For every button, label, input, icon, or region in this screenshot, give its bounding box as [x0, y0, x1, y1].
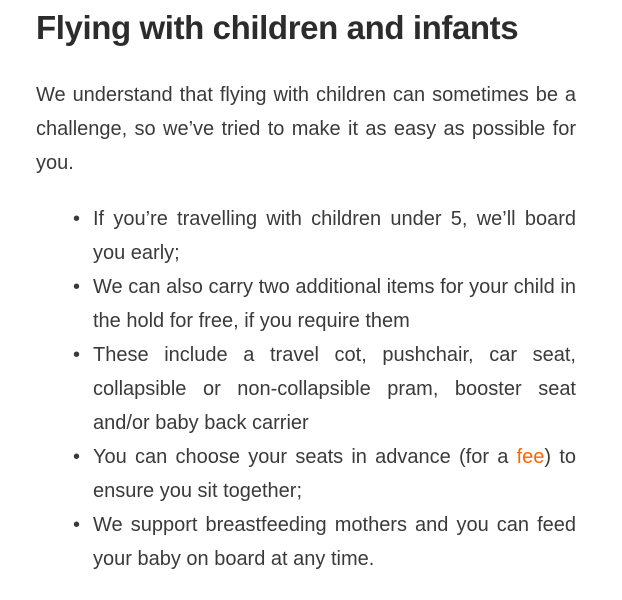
article-content — [36, 8, 576, 576]
bullet-icon: • — [73, 208, 81, 230]
list-item — [73, 338, 576, 440]
fee-link[interactable]: fee — [516, 446, 545, 468]
list-item-text: We can also carry two additional items for your child in the hold for free, if you require them — [93, 276, 576, 332]
bullet-icon: • — [73, 344, 81, 366]
info-list — [36, 202, 576, 576]
list-item — [73, 270, 576, 338]
list-item-text: We support breastfeeding mothers and you can feed your baby on board at any time. — [93, 514, 576, 570]
list-item-text-before: You can choose your seats in advance (for a — [93, 446, 517, 468]
list-item-text: If you’re travelling with children under 5, we’ll board you early; — [93, 208, 576, 264]
list-item — [73, 440, 576, 508]
list-item — [73, 202, 576, 270]
bullet-icon: • — [73, 514, 81, 536]
intro-paragraph: We understand that flying with children can sometimes be a challenge, so we’ve tried to make it as easy as possible for you. — [36, 84, 576, 174]
list-item-text: These include a travel cot, pushchair, car seat, collapsible or non-collapsible pram, booster seat and/or baby back carrier — [93, 344, 576, 434]
bullet-icon: • — [73, 276, 81, 298]
list-item — [73, 508, 576, 576]
bullet-icon: • — [73, 446, 81, 468]
page-title: Flying with children and infants — [36, 9, 519, 46]
list-item-text-after: ) to ensure you sit together; — [93, 446, 576, 502]
